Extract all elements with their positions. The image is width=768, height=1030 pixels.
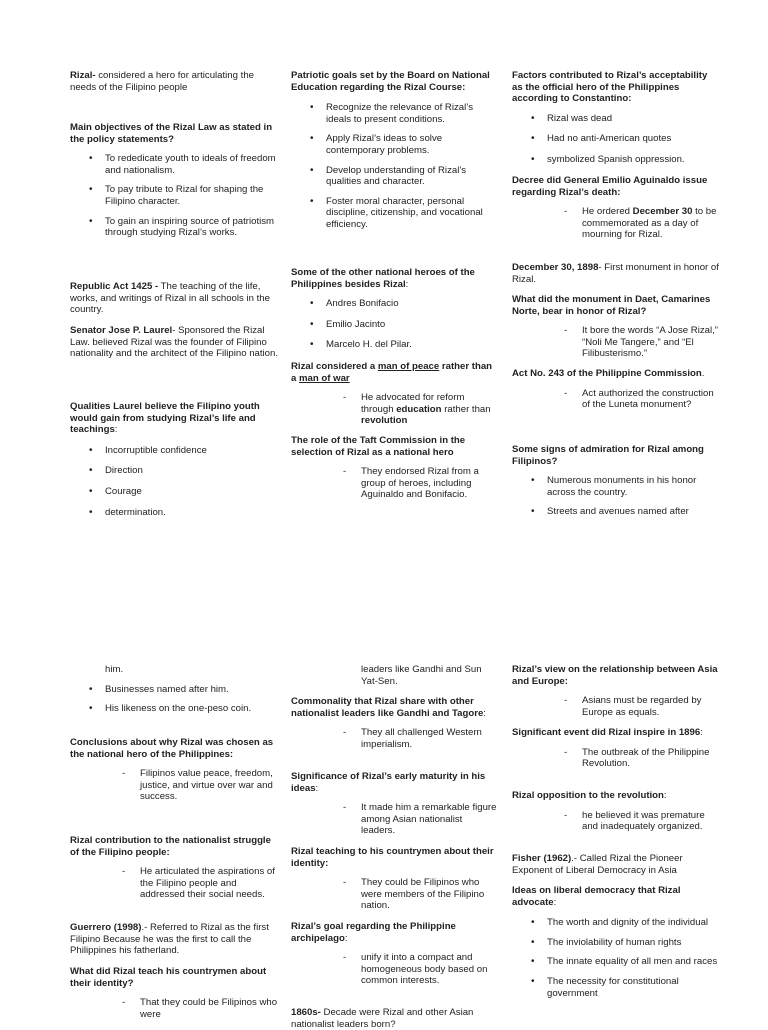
section-heading: Ideas on liberal democracy that Rizal advocate	[512, 885, 681, 908]
list-item: • Courage	[70, 486, 278, 498]
definition: .- Called Rizal the Pioneer Exponent of Liberal Democracy in Asia	[512, 853, 683, 876]
list-item: • symbolized Spanish oppression.	[512, 154, 720, 166]
answer-emphasis: December 30	[632, 206, 693, 218]
bullet-list	[512, 113, 720, 166]
list-item: • The worth and dignity of the individual	[512, 917, 720, 929]
answer-part: He advocated for reform through	[361, 392, 465, 415]
admiration-section	[512, 444, 720, 518]
dash-item: - Filipinos value peace, freedom, justice, and virtue over war and success.	[70, 768, 278, 803]
dash-item: - Asians must be regarded by Europe as equals.	[512, 695, 720, 718]
answer-part: rather than	[441, 403, 491, 415]
section-heading: Patriotic goals set by the Board on National Education regarding the Rizal Course:	[291, 70, 490, 93]
section-heading: Significance of Rizal’s early maturity in his ideas	[291, 771, 486, 794]
definition: - First monument in honor of Rizal.	[512, 262, 719, 285]
december-30-definition	[512, 262, 720, 285]
list-item: • Numerous monuments in his honor across the country.	[512, 475, 720, 498]
section-heading: What did Rizal teach his countrymen about their identity?	[70, 966, 267, 989]
answer-emphasis: revolution	[361, 415, 408, 427]
list-item: • Foster moral character, personal discipline, citizenship, and vocational efficiency.	[291, 196, 499, 231]
term: Senator Jose P. Laurel	[70, 325, 173, 336]
term: Fisher (1962)	[512, 853, 572, 864]
section-heading: Conclusions about why Rizal was chosen as the national hero of the Philippines:	[70, 737, 274, 760]
heading-colon: :	[553, 896, 557, 908]
page1-column-3	[512, 70, 720, 530]
factors-section	[512, 70, 720, 166]
objectives-section	[70, 122, 278, 239]
dash-item: - The outbreak of the Philippine Revolution.	[512, 747, 720, 770]
heading-colon: :	[315, 782, 319, 794]
heading-colon: :	[405, 278, 409, 290]
list-item: • Emilio Jacinto	[291, 319, 499, 331]
page2-column-3	[512, 664, 720, 1024]
section-heading: Rizal’s goal regarding the Philippine archipelago	[291, 921, 456, 944]
asia-europe-section	[512, 664, 720, 718]
list-item: • His likeness on the one-peso coin.	[70, 703, 278, 715]
heading-part: Rizal considered a	[291, 361, 378, 372]
list-item: • The inviolability of human rights	[512, 937, 720, 949]
page2-column-2	[291, 664, 499, 1030]
section-heading: Main objectives of the Rizal Law as stated in the policy statements?	[70, 122, 273, 145]
list-item: • Marcelo H. del Pilar.	[291, 339, 499, 351]
term: Rizal-	[70, 70, 96, 81]
list-item: • To rededicate youth to ideals of freedom and nationalism.	[70, 153, 278, 176]
heading-colon: :	[344, 932, 348, 944]
bullet-list	[70, 153, 278, 239]
list-item: • The innate equality of all men and races	[512, 956, 720, 968]
list-item: • Rizal was dead	[512, 113, 720, 125]
list-item: • Recognize the relevance of Rizal’s ideals to present conditions.	[291, 102, 499, 125]
continued-text-block	[291, 664, 499, 687]
page2-column-1	[70, 664, 278, 1024]
dash-item: - It made him a remarkable figure among Asian nationalist leaders.	[291, 802, 499, 837]
dash-item: - They could be Filipinos who were members of the Filipino nation.	[291, 877, 499, 912]
rizal-definition	[70, 70, 278, 93]
bullet-list	[70, 445, 278, 518]
definition: The teaching of the life, works, and writings of Rizal in all schools in the country.	[70, 281, 270, 316]
section-heading: Some of the other national heroes of the Philippines besides Rizal	[291, 267, 475, 290]
page1-column-1	[70, 70, 278, 530]
section-heading: Rizal’s view on the relationship between Asia and Europe:	[512, 664, 718, 687]
section-heading: Significant event did Rizal inspire in 1896	[512, 727, 701, 738]
heading-colon: :	[663, 790, 667, 801]
list-item: • determination.	[70, 507, 278, 519]
bullet-list	[70, 684, 278, 715]
answer-part: He ordered	[582, 206, 633, 218]
fisher-definition	[512, 853, 720, 876]
section-heading: The role of the Taft Commission in the selection of Rizal as a national hero	[291, 435, 466, 458]
section-heading: Qualities Laurel believe the Filipino youth would gain from studying Rizal’s life and teachings	[70, 401, 260, 436]
definition: .- Referred to Rizal as the first Filipino Because he was the first to call the Philippines his fatherland.	[70, 922, 269, 957]
commonality-section	[291, 696, 499, 750]
heroes-section	[291, 267, 499, 351]
heading-colon: :	[114, 424, 118, 436]
heading-colon: :	[483, 707, 486, 719]
dash-item: - unify it into a compact and homogeneous body based on common interests.	[291, 952, 499, 987]
dash-item	[291, 392, 499, 427]
heading-period: .	[701, 368, 705, 379]
dash-item: - It bore the words “A Jose Rizal,” “Noli Me Tangere,” and “El Filibusterismo.”	[512, 325, 720, 360]
continued-text: leaders like Gandhi and Sun Yat-Sen.	[361, 664, 482, 687]
archipelago-goal-section	[291, 921, 499, 987]
definition: considered a hero for articulating the needs of the Filipino people	[70, 70, 254, 93]
section-heading: Some signs of admiration for Rizal among Filipinos?	[512, 444, 704, 467]
term: Guerrero (1998)	[70, 922, 142, 933]
contribution-section	[70, 835, 278, 901]
definition: - Sponsored the Rizal Law. believed Rizal was the founder of Filipino nationality and the architect of the Filipino nation.	[70, 325, 278, 360]
dash-item: - They endorsed Rizal from a group of heroes, including Aguinaldo and Bonifacio.	[291, 466, 499, 501]
heading-underlined: man of peace	[377, 361, 440, 372]
list-item: • Develop understanding of Rizal’s qualities and character.	[291, 165, 499, 188]
bullet-list	[512, 475, 720, 518]
section-heading: Rizal opposition to the revolution	[512, 790, 664, 801]
dash-item: - Act authorized the construction of the Luneta monument?	[512, 388, 720, 411]
man-of-peace-section	[291, 361, 499, 427]
bullet-list	[291, 298, 499, 351]
conclusions-section	[70, 737, 278, 803]
answer-part: to be commemorated as a day of mourning for Rizal.	[582, 206, 717, 241]
republic-act-definition	[70, 281, 278, 316]
continued-list	[70, 664, 278, 715]
goals-section	[291, 70, 499, 231]
guerrero-definition	[70, 922, 278, 957]
list-item: • Had no anti-American quotes	[512, 133, 720, 145]
list-item: • Direction	[70, 465, 278, 477]
page1-column-2	[291, 70, 499, 530]
qualities-section	[70, 401, 278, 518]
section-heading: Commonality that Rizal share with other nationalist leaders like Gandhi and Tagore	[291, 696, 484, 719]
identity-section	[291, 846, 499, 912]
laurel-definition	[70, 325, 278, 360]
section-heading: What did the monument in Daet, Camarines Norte, bear in honor of Rizal?	[512, 294, 711, 317]
term: 1860s-	[291, 1007, 321, 1018]
decree-section	[512, 175, 720, 241]
heading-part: rather than a	[291, 361, 493, 384]
act-243-section	[512, 368, 720, 411]
section-heading: Act No. 243 of the Philippine Commission	[512, 368, 702, 379]
dash-item: - They all challenged Western imperialism.	[291, 727, 499, 750]
heading-colon: :	[700, 727, 703, 738]
section-heading: Rizal teaching to his countrymen about their identity:	[291, 846, 494, 869]
dash-item: - That they could be Filipinos who were	[70, 997, 278, 1020]
term: December 30, 1898	[512, 262, 599, 273]
bullet-list	[512, 917, 720, 999]
section-heading: Factors contributed to Rizal’s acceptability as the official hero of the Philippines according to Constantino:	[512, 70, 708, 105]
list-item: • Incorruptible confidence	[70, 445, 278, 457]
continued-text: him.	[105, 664, 124, 675]
list-item: • To pay tribute to Rizal for shaping the Filipino character.	[70, 184, 278, 207]
bullet-list	[291, 102, 499, 230]
liberal-democracy-section	[512, 885, 720, 999]
daet-section	[512, 294, 720, 360]
term: Republic Act 1425 -	[70, 281, 159, 292]
list-item: • Apply Rizal’s ideas to solve contemporary problems.	[291, 133, 499, 156]
list-item: • The necessity for constitutional government	[512, 976, 720, 999]
section-heading: Decree did General Emilio Aguinaldo issue regarding Rizal’s death:	[512, 175, 708, 198]
taft-section	[291, 435, 499, 501]
1860s-definition	[291, 1007, 499, 1030]
heading-underlined: man of war	[299, 372, 350, 384]
answer-emphasis: education	[396, 403, 442, 415]
dash-item: - he believed it was premature and inadequately organized.	[512, 810, 720, 833]
dash-item	[512, 206, 720, 241]
early-maturity-section	[291, 771, 499, 837]
dash-item: - He articulated the aspirations of the Filipino people and addressed their social needs.	[70, 866, 278, 901]
definition: Decade were Rizal and other Asian nationalist leaders born?	[291, 1007, 474, 1030]
1896-event-section	[512, 727, 720, 770]
list-item: • Streets and avenues named after	[512, 506, 720, 518]
opposition-section	[512, 790, 720, 833]
section-heading: Rizal contribution to the nationalist struggle of the Filipino people:	[70, 835, 271, 858]
list-item: • Businesses named after him.	[70, 684, 278, 696]
list-item: • Andres Bonifacio	[291, 298, 499, 310]
list-item: • To gain an inspiring source of patriotism through studying Rizal’s works.	[70, 216, 278, 239]
teach-section	[70, 966, 278, 1020]
